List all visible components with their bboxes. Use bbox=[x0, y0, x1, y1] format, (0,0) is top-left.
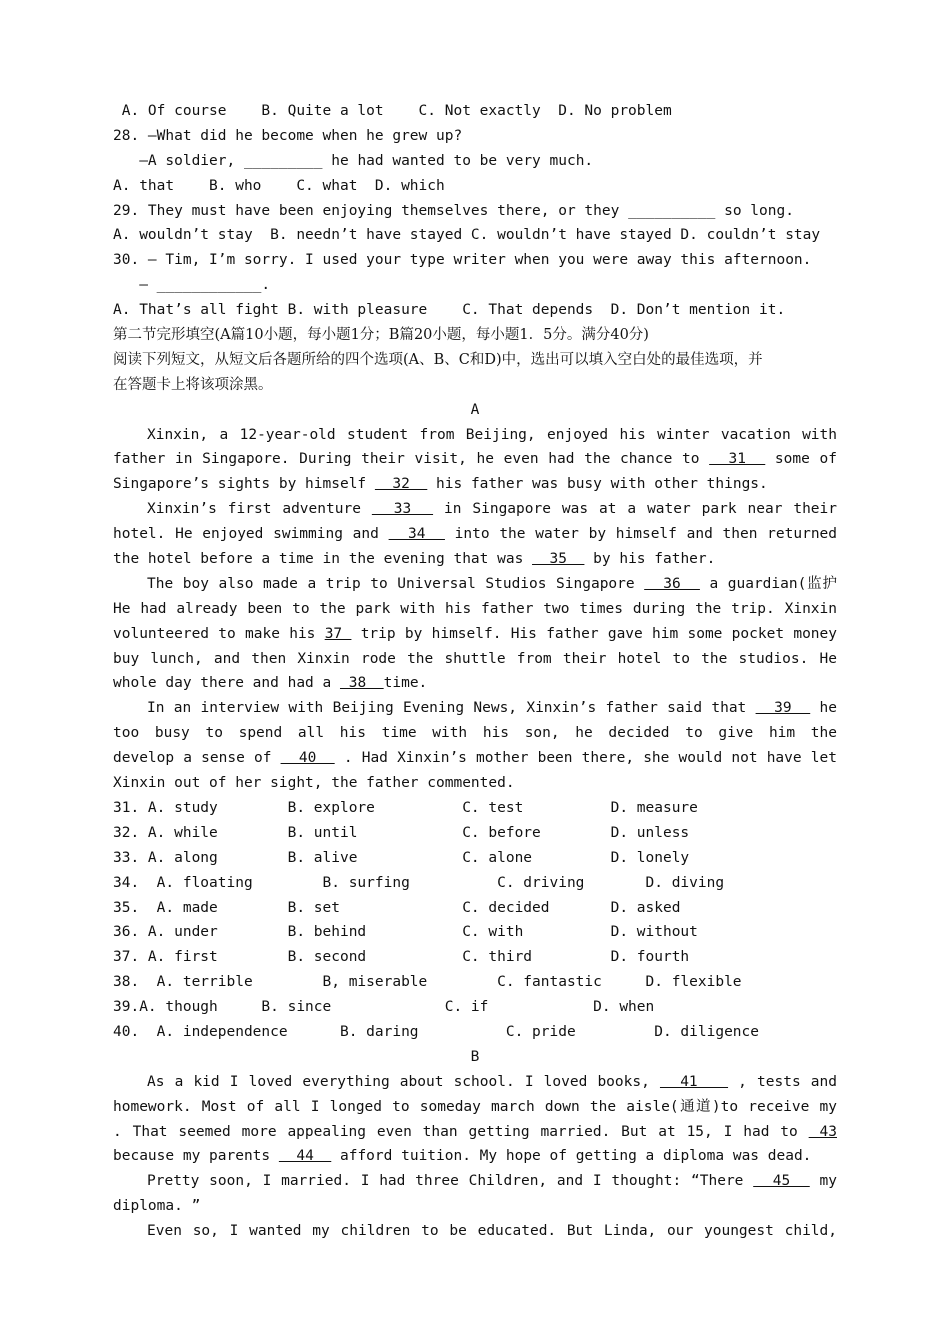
text: trip by himself. His father gave him some pocket money bbox=[360, 625, 837, 642]
blank-35: 35 bbox=[532, 551, 585, 568]
blank-45: 45 bbox=[753, 1173, 810, 1190]
text: father in Singapore. During their visit, he even had the chance to bbox=[113, 451, 710, 468]
passage-b-p1-l2 bbox=[113, 1095, 837, 1120]
text: by his father. bbox=[584, 551, 716, 568]
passage-b-p3-l1: Even so, I wanted my children to be educated. But Linda, our youngest child, bbox=[147, 1223, 837, 1240]
text: hotel. He enjoyed swimming and bbox=[113, 526, 389, 543]
blank: _________ bbox=[243, 152, 323, 169]
options-39: 39.A. though B. since C. if D. when bbox=[113, 999, 655, 1016]
blank-39: 39 bbox=[755, 700, 811, 717]
options-34: 34. A. floating B. surfing C. driving D. diving bbox=[113, 874, 725, 891]
passage-a-p3-l2: He had already been to the park with his father two times during the trip. Xinxin bbox=[113, 600, 837, 617]
passage-a-p1-l3 bbox=[113, 472, 837, 497]
text: his father was busy with other things. bbox=[427, 476, 768, 493]
exam-page bbox=[113, 99, 837, 1244]
text: 29. They must have been enjoying themselves there, or they bbox=[113, 202, 629, 219]
blank-36: 36 bbox=[644, 575, 700, 592]
q29-options: A. wouldn’t stay B. needn’t have stayed C. wouldn’t have stayed D. couldn’t stay bbox=[113, 227, 821, 244]
blank-44: 44 bbox=[278, 1148, 332, 1165]
text: because my parents bbox=[113, 1148, 279, 1165]
passage-a-p1-l2 bbox=[113, 447, 837, 472]
options-37: 37. A. first B. second C. third D. fourth bbox=[113, 949, 690, 966]
blank-31: 31 bbox=[709, 451, 766, 468]
q27-options: A. Of course B. Quite a lot C. Not exactly D. No problem bbox=[113, 103, 672, 119]
blank-43: 43 bbox=[808, 1123, 837, 1140]
text: Pretty soon, I married. I had three Children, and I thought: “There bbox=[147, 1173, 754, 1190]
passage-a-p2-l2 bbox=[113, 522, 837, 547]
passage-a-p3-l1 bbox=[113, 572, 837, 597]
text: afford tuition. My hope of getting a diploma was dead. bbox=[331, 1148, 812, 1165]
passage-b-p1-l3 bbox=[113, 1120, 837, 1145]
passage-b-label: B bbox=[470, 1048, 480, 1065]
blank-41: 41 bbox=[659, 1073, 729, 1090]
blank-37: 37 bbox=[324, 625, 352, 642]
blank: __________ bbox=[628, 202, 716, 219]
passage-a-p4-l2: too busy to spend all his time with his son, he decided to give him the bbox=[113, 725, 837, 742]
text: in Singapore was at a water park near their bbox=[433, 501, 837, 518]
q29-question bbox=[113, 199, 837, 224]
passage-b-p2-l2: diploma. ” bbox=[113, 1198, 201, 1215]
blank-40: 40 bbox=[280, 750, 335, 767]
options-35: 35. A. made B. set C. decided D. asked bbox=[113, 899, 681, 916]
passage-b-p2-l1 bbox=[113, 1169, 837, 1194]
q30-answer-line: — ____________. bbox=[113, 277, 271, 294]
section-heading: 第二节完形填空(A篇10小题，每小题1分；B篇20小题，每小题1．5分。满分40分) bbox=[113, 327, 649, 344]
options-33: 33. A. along B. alive C. alone D. lonely bbox=[113, 849, 690, 866]
passage-a-p2-l3 bbox=[113, 547, 837, 572]
options-36: 36. A. under B. behind C. with D. without bbox=[113, 924, 698, 941]
passage-a-p4-l1 bbox=[113, 696, 837, 721]
text: he had wanted to be very much. bbox=[322, 152, 594, 169]
text: he bbox=[819, 700, 837, 717]
text: the hotel before a time in the evening that was bbox=[113, 551, 533, 568]
passage-a-p4-l3 bbox=[113, 746, 837, 771]
passage-a-p3-l5 bbox=[113, 671, 837, 696]
q28-question: 28. —What did he become when he grew up? bbox=[113, 127, 463, 144]
options-38: 38. A. terrible B, miserable C. fantastic D. flexible bbox=[113, 974, 742, 991]
text: , tests and bbox=[728, 1073, 837, 1090]
text: develop a sense of bbox=[113, 750, 281, 767]
passage-a-label: A bbox=[470, 401, 480, 418]
text: The boy also made a trip to Universal Studios Singapore bbox=[147, 575, 645, 592]
section-instruction-2: 在答题卡上将该项涂黑。 bbox=[113, 376, 273, 393]
text: some of bbox=[765, 451, 837, 468]
q28-options: A. that B. who C. what D. which bbox=[113, 177, 445, 194]
passage-a-p4-l4: Xinxin out of her sight, the father commented. bbox=[113, 775, 515, 792]
options-31: 31. A. study B. explore C. test D. measure bbox=[113, 799, 698, 816]
text: In an interview with Beijing Evening News, Xinxin’s father said that bbox=[147, 700, 756, 717]
q30-question: 30. — Tim, I’m sorry. I used your type writer when you were away this afternoon. bbox=[113, 252, 812, 269]
passage-a-p2-l1 bbox=[113, 497, 837, 522]
section-instruction-1: 阅读下列短文，从短文后各题所给的四个选项(A、B、C和D)中，选出可以填入空白处的最佳选项，并 bbox=[113, 351, 763, 368]
blank-32: 32 bbox=[374, 476, 428, 493]
text: As a kid I loved everything about school. I loved books, bbox=[147, 1073, 660, 1090]
passage-a-p3-l3 bbox=[113, 622, 837, 647]
text: my bbox=[809, 1173, 837, 1190]
passage-a-p3-l4: buy lunch, and then Xinxin rode the shuttle from their hotel to the studios. He bbox=[113, 650, 837, 667]
text: Xinxin’s first adventure bbox=[147, 501, 372, 518]
text: homework. Most of all I longed to someday march down the aisle(通道)to receive my bbox=[113, 1098, 837, 1115]
options-32: 32. A. while B. until C. before D. unless bbox=[113, 824, 690, 841]
text: . That seemed more appealing even than getting married. But at 15, I had to bbox=[113, 1123, 809, 1140]
text: time. bbox=[383, 675, 428, 692]
passage-b-p1-l4 bbox=[113, 1144, 837, 1169]
text: volunteered to make his bbox=[113, 625, 325, 642]
text: into the water by himself and then returned bbox=[454, 526, 837, 543]
blank-34: 34 bbox=[388, 526, 445, 543]
text: —A soldier, bbox=[113, 152, 244, 169]
text: whole day there and had a bbox=[113, 675, 340, 692]
text: Singapore’s sights by himself bbox=[113, 476, 375, 493]
blank-33: 33 bbox=[371, 501, 434, 518]
q28-answer-line bbox=[113, 149, 837, 174]
passage-b-p1-l1 bbox=[113, 1070, 837, 1095]
text: . Had Xinxin’s mother been there, she would not have let bbox=[334, 750, 837, 767]
text: so long. bbox=[715, 202, 794, 219]
passage-a-p1-l1: Xinxin, a 12-year-old student from Beijing, enjoyed his winter vacation with bbox=[147, 426, 837, 443]
options-40: 40. A. independence B. daring C. pride D. diligence bbox=[113, 1023, 760, 1040]
text: a guardian(监护 bbox=[709, 575, 837, 592]
blank-38: 38 bbox=[339, 675, 384, 692]
q30-options: A. That’s all fight B. with pleasure C. That depends D. Don’t mention it. bbox=[113, 302, 786, 319]
